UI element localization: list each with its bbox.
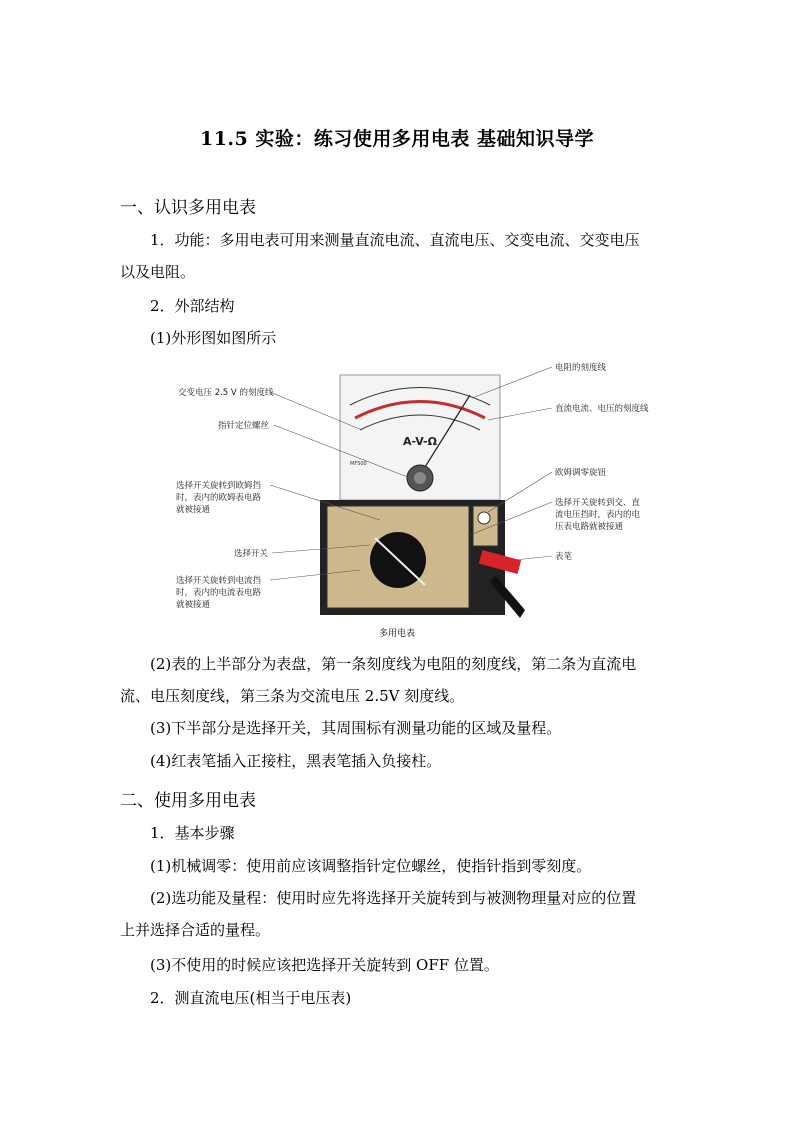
dial-unit-text: A-V-Ω: [403, 435, 437, 448]
probe-desc: (4)红表笔插入正接柱，黑表笔插入负接柱。: [150, 752, 442, 770]
step1: (1)机械调零：使用前应该调整指针定位螺丝，使指针指到零刻度。: [150, 857, 592, 875]
function-line1: 1．功能：多用电表可用来测量直流电流、直流电压、交变电流、交变电压: [150, 231, 640, 249]
step2-line1: (2)选功能及量程：使用时应先将选择开关旋转到与被测物理量对应的位置: [150, 889, 637, 907]
label-current-switch-2: 时，表内的电流表电路: [176, 588, 262, 598]
section2-heading: 二、使用多用电表: [120, 791, 256, 811]
figure-intro: (1)外形图如图所示: [150, 329, 277, 347]
multimeter-figure: [170, 360, 670, 622]
label-current-switch-3: 就被接通: [176, 600, 211, 610]
label-pointer-screw: 指针定位螺丝: [218, 421, 270, 431]
dc-voltage-heading: 2．测直流电压(相当于电压表): [150, 989, 352, 1007]
label-probe: 表笔: [555, 552, 573, 562]
label-voltage-switch-1: 选择开关旋转到交、直: [555, 498, 641, 508]
switch-desc: (3)下半部分是选择开关，其周围标有测量功能的区域及量程。: [150, 719, 562, 737]
structure-heading: 2．外部结构: [150, 297, 235, 315]
ohm-zero-knob[interactable]: [478, 512, 490, 524]
label-ohm-scale: 电阻的刻度线: [555, 363, 607, 373]
label-ac-scale: 交变电压 2.5 V 的刻度线: [178, 388, 274, 398]
label-voltage-switch-3: 压表电路就被接通: [555, 522, 624, 532]
label-selector: 选择开关: [234, 549, 269, 559]
basic-steps-heading: 1．基本步骤: [150, 824, 235, 842]
page-title: 11.5 实验：练习使用多用电表 基础知识导学: [199, 128, 594, 150]
label-ohm-switch-2: 时，表内的欧姆表电路: [176, 493, 262, 503]
label-ohm-switch-1: 选择开关旋转到欧姆挡: [176, 481, 262, 491]
step3: (3)不使用的时候应该把选择开关旋转到 OFF 位置。: [150, 956, 499, 974]
label-dc-scale: 直流电流、电压的刻度线: [555, 404, 649, 414]
dial-desc-line1: (2)表的上半部分为表盘，第一条刻度线为电阻的刻度线，第二条为直流电: [150, 655, 637, 673]
dial-desc-line2: 流、电压刻度线，第三条为交流电压 2.5V 刻度线。: [120, 687, 465, 705]
section1-heading: 一、认识多用电表: [120, 198, 256, 218]
label-current-switch-1: 选择开关旋转到电流挡: [176, 576, 262, 586]
label-voltage-switch-2: 流电压挡时，表内的电: [555, 510, 641, 520]
step2-line2: 上并选择合适的量程。: [120, 921, 271, 939]
figure-caption: 多用电表: [378, 629, 415, 639]
label-ohm-knob: 欧姆调零旋钮: [555, 468, 607, 478]
dial-model-text: MF500: [350, 461, 367, 467]
function-line2: 以及电阻。: [120, 263, 196, 281]
label-ohm-switch-3: 就被接通: [176, 505, 211, 515]
